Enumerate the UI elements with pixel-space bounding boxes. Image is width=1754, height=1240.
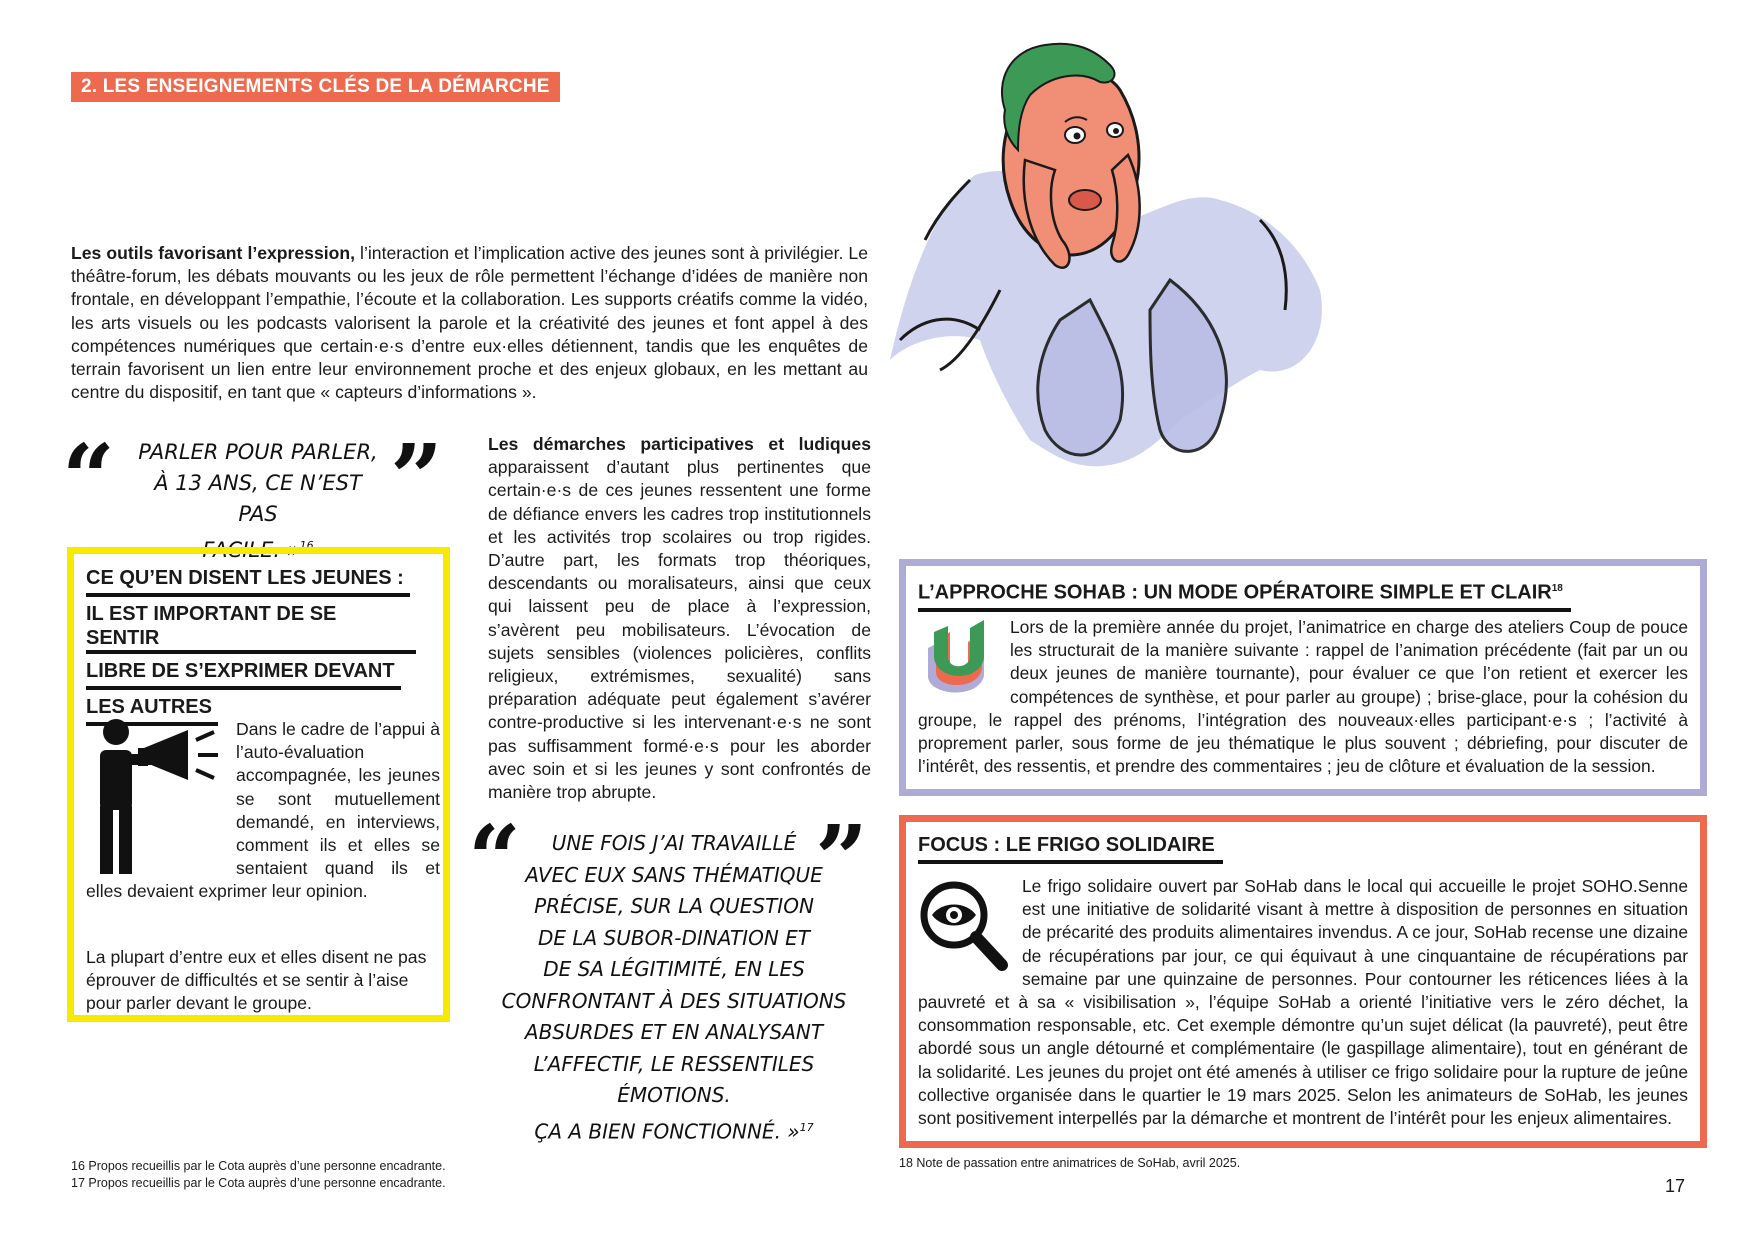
quote-2-line: PRÉCISE, SUR LA QUESTION — [534, 894, 814, 918]
quote-2-line: AVEC EUX SANS THÉMATIQUE — [525, 862, 823, 887]
sohab-title-text: L’APPROCHE SOHAB : UN MODE OPÉRATOIRE SIMPLE ET CLAIR — [918, 581, 1552, 604]
footnote-18: 18 Note de passation entre animatrices de SoHab, avril 2025. — [899, 1156, 1241, 1170]
quote-2-line: DE LA SUBOR-DINATION ET — [537, 925, 810, 950]
intro-paragraph — [71, 242, 868, 404]
open-quote-icon: “ — [468, 805, 521, 913]
sohab-title-ref: 18 — [1551, 583, 1563, 594]
intro-body: l’interaction et l’implication active des jeunes sont à privilégier. Le théâtre-forum, les débats mouvants ou les jeux de rôle permettent l’échange d’idées de manière non frontale, en développant l’empathie, l’écoute et la collaboration. Les supports créatifs comme la vidéo, les arts visuels ou les podcasts valorisent la parole et la créativité des jeunes et font appel à des compétences numériques que certain·e·s d’entre eux·elles détiennent, tandis que les enquêtes de terrain favorisent un lien entre leur environnement proche et des enjeux globaux, en les mettant au centre du dispositif, en tant que « capteurs d’informations ». — [71, 243, 869, 403]
quote-1-line: PARLER POUR PARLER, — [138, 440, 378, 464]
quote-2-line: ABSURDES ET EN ANALYSANT — [524, 1020, 824, 1044]
participatory-paragraph — [488, 433, 871, 804]
yellow-box-paragraph-1 — [86, 718, 440, 904]
focus-box-text — [918, 875, 1688, 1130]
megaphone-person-icon — [86, 718, 226, 878]
quote-2 — [484, 828, 864, 1148]
focus-box-title: FOCUS : LE FRIGO SOLIDAIRE — [918, 832, 1223, 864]
youth-testimony-box — [67, 547, 450, 1022]
focus-frigo-box — [899, 815, 1707, 1148]
mid-body: apparaissent d’autant plus pertinentes que certain·e·s de ces jeunes ressentent une forme de défiance envers les cadres trop institutionnels et les activités trop scolaires ou trop rigides. D’autre part, les formats trop théoriques, descendants ou moralisateurs, ainsi que ceux qui laissent peu de place à l’expression, s’avèrent peu mobilisateurs. L’évocation de sujets sensibles (violences policières, conflits religieux, extrémismes, sexualité) sans préparation adéquate peut également s’avérer contre-productive si les intervenant·e·s ne sont pas suffisamment formé·e·s pour les aborder avec soin et si les jeunes y sont confrontés de manière trop abrupte. — [488, 457, 871, 803]
quote-1-line: FACILE. » — [202, 538, 300, 562]
quote-2-line: UNE FOIS J’AI TRAVAILLÉ — [551, 831, 797, 855]
quote-2-line: ÇA A BIEN FONCTIONNÉ. » — [534, 1119, 800, 1144]
open-quote-icon: “ — [62, 424, 115, 532]
page-number: 17 — [1665, 1176, 1686, 1196]
worried-youth-illustration — [880, 40, 1380, 540]
close-quote-icon: ” — [815, 805, 868, 913]
yellow-box-heading — [86, 566, 416, 731]
heading-line: IL EST IMPORTANT DE SE SENTIR — [86, 602, 416, 654]
heading-line: CE QU’EN DISENT LES JEUNES : — [86, 566, 410, 597]
quote-1-ref: 16 — [299, 539, 314, 552]
close-quote-icon: ” — [390, 424, 443, 532]
heading-line: LIBRE DE S’EXPRIMER DEVANT — [86, 659, 401, 690]
quote-1-line: À 13 ANS, CE N’EST PAS — [154, 471, 362, 526]
intro-lead: Les outils favorisant l’expression, — [71, 243, 356, 263]
quote-2-line: ÉMOTIONS. — [617, 1083, 731, 1107]
focus-text-body: Le frigo solidaire ouvert par SoHab dans le local qui accueille le projet SOHO.Senne est une initiative de solidarité visant à mettre à disposition de personnes en situation de précarité des produits alimentaires invendus. A ce jour, SoHab recense une dizaine de récupérations par jour, ce qui équivaut à une cinquantaine de récupérations par semaine par une quinzaine de personnes. Pour contourner les réticences liées à la pauvreté et à sa « visibilisation », l’équipe SoHab a orienté l’initiative vers le zéro déchet, la consommation responsable, etc. Cet exemple démontre qu’un sujet délicat (la pauvreté), peut être abordé sous un angle détourné et complémentaire (le gaspillage alimentaire), tout en générant de la solidarité. Les jeunes du projet ont été amenés à utiliser ce frigo solidaire pour la rupture de jeûne collective organisée dans le quartier le 19 mars 2025. Selon les animateurs de SoHab, les jeunes sont positivement interpellés par la démarche et montrent de l’intérêt pour les enjeux alimentaires. — [918, 876, 1688, 1129]
footnote-17: 17 Propos recueillis par le Cota auprès d’une personne encadrante. — [71, 1176, 446, 1190]
quote-2-line: DE SA LÉGITIMITÉ, EN LES — [543, 957, 805, 981]
quote-2-line: CONFRONTANT À DES SITUATIONS — [501, 988, 847, 1013]
sohab-logo-icon — [918, 618, 996, 708]
footnote-16: 16 Propos recueillis par le Cota auprès d’une personne encadrante. — [71, 1159, 446, 1173]
sohab-box-text — [918, 616, 1688, 778]
quote-2-ref: 17 — [799, 1120, 814, 1134]
quote-2-line: L’AFFECTIF, LE RESSENTILES — [533, 1051, 815, 1076]
section-tag: 2. LES ENSEIGNEMENTS CLÉS DE LA DÉMARCHE — [71, 72, 560, 102]
sohab-text-body: Lors de la première année du projet, l’animatrice en charge des ateliers Coup de pouce les structurait de la manière suivante : rappel de l’animation précédente (fait par un ou deux jeunes de manière tournante), pour évaluer ce que l’on retient et exercer les compétences de synthèse, et pour parler au groupe) ; brise-glace, pour la cohésion du groupe, le rappel des prénoms, l’intégration des nouveaux·elles participant·e·s ; l’activité à proprement parler, sous forme de jeu thématique le plus souvent ; débriefing, pour discuter de l’intérêt, des ressentis, et prendre des commentaires ; jeu de clôture et évaluation de la session. — [918, 617, 1688, 777]
yellow-p1-text: Dans le cadre de l’appui à l’auto-évaluation accompagnée, les jeunes se sont mutuellement demandé, en interviews, comment ils et elles se sentaient quand ils et elles devaient exprimer leur opinion. — [86, 719, 440, 902]
magnifier-eye-icon — [918, 879, 1008, 973]
yellow-box-paragraph-2: La plupart d’entre eux et elles disent ne pas éprouver de difficultés et se sentir à l’aise pour parler devant le groupe. — [86, 947, 427, 1014]
sohab-box-title — [918, 576, 1571, 612]
heading-line: LES AUTRES — [86, 695, 218, 726]
mid-lead: Les démarches participatives et ludiques — [488, 434, 871, 454]
sohab-approach-box — [899, 559, 1707, 796]
